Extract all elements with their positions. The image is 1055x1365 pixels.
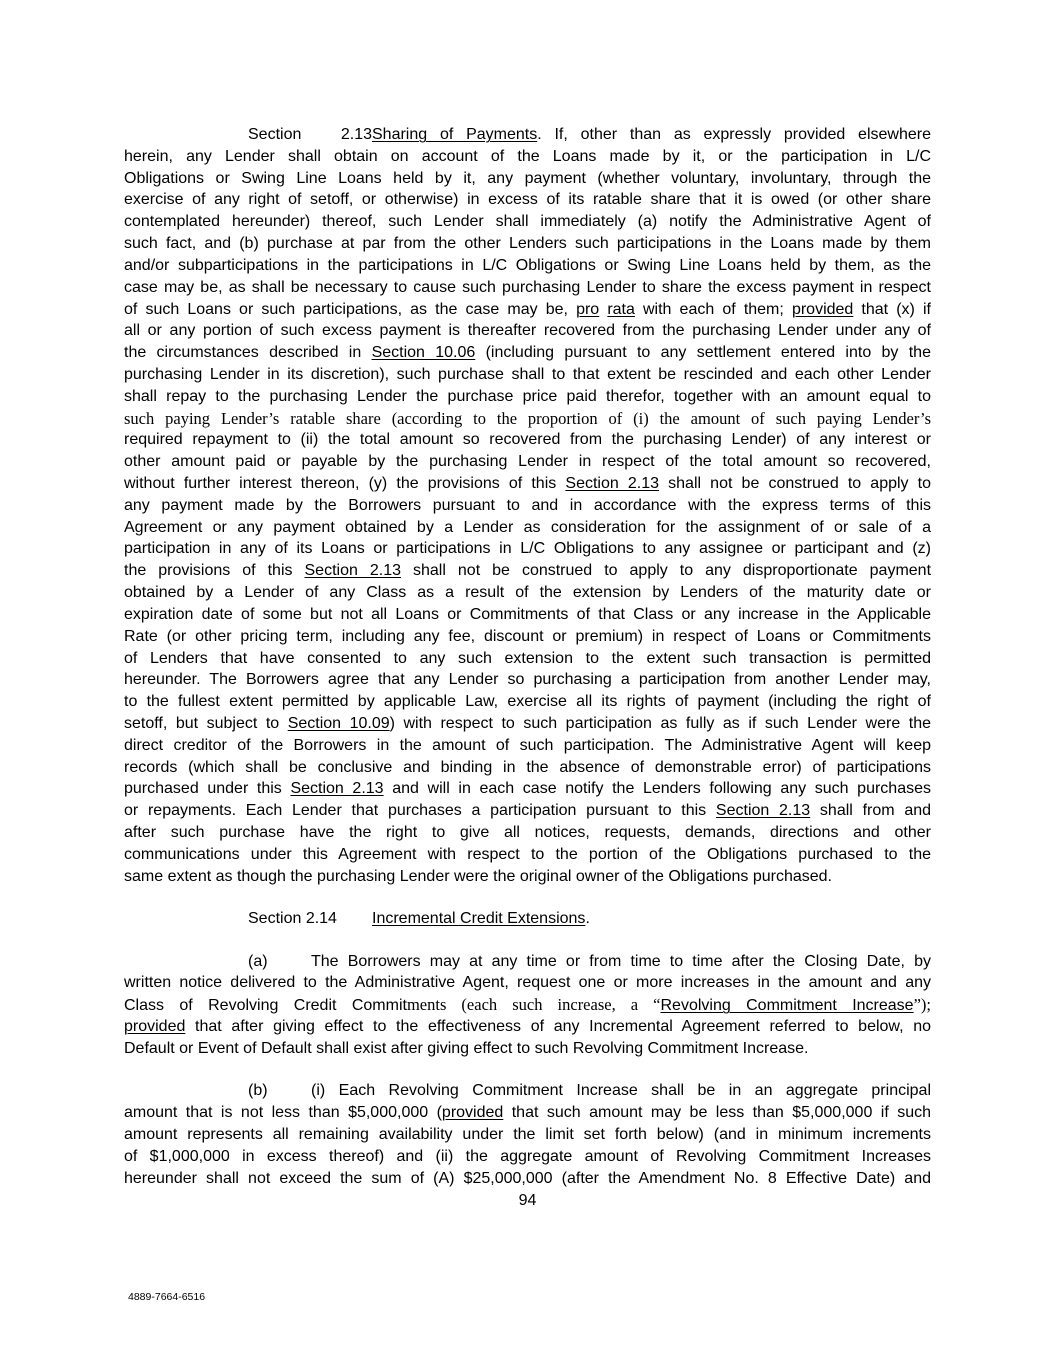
text-run: and/or subparticipations in the participations in L/C Obligations or Swing Line Loans held by them, as the [124, 256, 931, 274]
text-run: the provisions of this [124, 562, 305, 580]
text-line [124, 800, 931, 822]
text-run: participation in any of its Loans or participations in L/C Obligations to any assignee or participant and (z) [124, 540, 931, 558]
text-run: same extent as though the purchasing Lender were the original owner of the Obligations purchased. [124, 867, 832, 885]
underlined-term: provided [791, 300, 854, 318]
section-2-14-a-paragraph [124, 951, 931, 1060]
text-run: . [585, 910, 590, 928]
underlined-term: provided [124, 1018, 186, 1036]
text-line [124, 866, 931, 888]
text-line [124, 1016, 931, 1038]
text-run: purchased under this [124, 780, 291, 798]
text-run: such paying Lender’s ratable share (according to the proportion of (i) the amount of such paying Lender’s [124, 408, 931, 428]
text-run: to the fullest extent permitted by applicable Law, exercise all its rights of payment (including the right of [124, 693, 931, 711]
text-run: Class of Revolving Credit Commit [124, 997, 407, 1015]
underlined-term: Section 2.13 [715, 802, 811, 820]
text-run: without further interest thereon, (y) the provisions of this [124, 475, 566, 492]
text-run: other amount paid or payable by the purchasing Lender in respect of the total amount so recovered, [124, 453, 931, 471]
underlined-term: Revolving Commitment Increase [660, 997, 914, 1015]
underlined-term: Section 10.09 [287, 714, 390, 732]
text-line [124, 473, 931, 495]
text-line [124, 320, 931, 342]
text-run: obtained by a Lender of any Class as a result of the extension by Lenders of the maturity date or [124, 584, 931, 602]
text-line [124, 822, 931, 844]
underlined-term: Sharing of Payments [372, 126, 538, 143]
text-run: shall repay to the purchasing Lender the purchase price paid therefor, together with an amount equal to [124, 387, 931, 405]
text-line [124, 994, 931, 1016]
text-run: any payment made by the Borrowers pursuant to and in accordance with the express terms of this [124, 496, 931, 514]
text-run: required repayment to (ii) the total amount so recovered from the purchasing Lender) of any interest or [124, 431, 931, 449]
text-line [124, 538, 931, 560]
text-run: such fact, and (b) purchase at par from the other Lenders such participations in the Loans made by them [124, 235, 931, 253]
text-run: purchasing Lender in its discretion), such purchase shall to that extent be rescinded and each other Lender [124, 365, 931, 383]
text-line [124, 364, 931, 386]
text-line [124, 342, 931, 364]
text-run: . If, other than as expressly provided elsewhere [537, 126, 931, 143]
text-run: The Borrowers may at any time or from time to time after the Closing Date, by [311, 952, 931, 970]
text-line [124, 146, 931, 168]
text-run: ) with respect to such participation as fully as if such Lender were the [389, 714, 931, 732]
text-line [124, 648, 931, 670]
text-line [124, 972, 931, 994]
text-line [124, 124, 931, 146]
text-line [124, 844, 931, 866]
text-line [124, 495, 931, 517]
text-run: amount that is not less than $5,000,000 ( [124, 1104, 442, 1122]
text-run: that after giving effect to the effectiveness of any Incremental Agreement referred to below, no [185, 1018, 931, 1036]
text-run: Obligations or Swing Line Loans held by it, any payment (whether voluntary, involuntary, through the [124, 169, 931, 187]
text-run: contemplated hereunder) thereof, such Lender shall immediately (a) notify the Administrative Agent of [124, 213, 931, 231]
text-run: of such Loans or such participations, as the case may be, [124, 300, 577, 318]
clause-label: (a) [248, 952, 268, 970]
text-line [124, 626, 931, 648]
text-run: ments (each such increase, a “ [406, 995, 661, 1015]
text-run: Rate (or other pricing term, including any fee, discount or premium) in respect of Loans or Commitments [124, 627, 931, 645]
underlined-term: Section 2.13 [290, 780, 384, 798]
text-line [124, 299, 931, 321]
page-number: 94 [518, 1192, 537, 1209]
text-run: Default or Event of Default shall exist after giving effect to such Revolving Commitment Increase. [124, 1039, 809, 1057]
text-run: hereunder. The Borrowers agree that any Lender so purchasing a participation from another Lender may, [124, 671, 931, 689]
text-run: that such amount may be less than $5,000,000 if such [503, 1104, 932, 1122]
text-line [124, 233, 931, 255]
underlined-term: Incremental Credit Extensions [372, 910, 586, 928]
text-line [124, 951, 931, 973]
text-line [124, 1124, 931, 1146]
text-run: Agreement or any payment obtained by a Lender as consideration for the assignment of or sale of a [124, 518, 931, 536]
text-run: of Lenders that have consented to any such extension to the extent such transaction is permitted [124, 649, 931, 667]
text-run: exercise of any right of setoff, or otherwise) in excess of its ratable share that it is owed (or other share [124, 191, 931, 209]
text-run: of $1,000,000 in excess thereof) and (ii) the aggregate amount of Revolving Commitment Increases [124, 1147, 931, 1165]
text-run: (i) Each Revolving Commitment Increase shall be in an aggregate principal [311, 1082, 931, 1100]
underlined-term: provided [441, 1104, 504, 1122]
section-2-14-b-paragraph [124, 1080, 931, 1189]
section-2-13-paragraph [124, 124, 931, 887]
text-line [124, 1168, 931, 1190]
text-line [124, 277, 931, 299]
text-run: that (x) if [853, 300, 931, 318]
text-run: all or any portion of such excess payment is thereafter recovered from the purchasing Lender under any of [124, 322, 931, 340]
text-line [124, 1038, 931, 1060]
text-run: shall not be construed to apply to [659, 475, 932, 492]
text-line [124, 604, 931, 626]
text-line [124, 757, 931, 779]
underlined-term: pro [576, 300, 600, 318]
text-line [124, 582, 931, 604]
text-line [124, 168, 931, 190]
document-id: 4889-7664-6516 [128, 1291, 206, 1303]
text-line [124, 408, 931, 430]
text-line [124, 713, 931, 735]
text-run: written notice delivered to the Administrative Agent, request one or more increases in the amount and any [124, 974, 931, 992]
text-run: hereunder shall not exceed the sum of (A) $25,000,000 (after the Amendment No. 8 Effective Date) and [124, 1169, 931, 1187]
text-run: communications under this Agreement with respect to the portion of the Obligations purchased to the [124, 845, 931, 863]
text-run: herein, any Lender shall obtain on account of the Loans made by it, or the participation in L/C [124, 147, 931, 165]
text-line [124, 908, 931, 930]
text-run: direct creditor of the Borrowers in the amount of such participation. The Administrative Agent will keep [124, 736, 931, 754]
underlined-term: rata [607, 300, 635, 318]
text-line [124, 560, 931, 582]
text-line [124, 386, 931, 408]
underlined-term: Section 10.06 [371, 344, 476, 362]
text-run: shall not be construed to apply to any disproportionate payment [401, 562, 932, 580]
text-run: expiration date of some but not all Loans or Commitments of that Class or any increase in the Applicable [124, 605, 931, 623]
text-line [124, 429, 931, 451]
text-run: the circumstances described in [124, 344, 372, 362]
section-number: Section 2.14 [248, 910, 337, 928]
section-2-14-heading [124, 908, 931, 930]
text-run: amount represents all remaining availability under the limit set forth below) (and in minimum increments [124, 1126, 931, 1143]
text-line [124, 189, 931, 211]
text-line [124, 517, 931, 539]
text-run: setoff, but subject to [124, 714, 288, 732]
text-line [124, 778, 931, 800]
text-line [124, 1080, 931, 1102]
text-line [124, 691, 931, 713]
text-run: shall from and [810, 802, 932, 820]
text-line [124, 1102, 931, 1124]
text-run: records (which shall be conclusive and binding in the absence of demonstrable error) of participations [124, 758, 931, 776]
text-run: ”); [913, 995, 931, 1015]
text-line [124, 211, 931, 233]
text-run: case may be, as shall be necessary to cause such purchasing Lender to share the excess payment in respect [124, 278, 931, 296]
text-line [124, 735, 931, 757]
document-body [124, 124, 931, 1189]
underlined-term: Section 2.13 [304, 562, 402, 580]
clause-label: (b) [248, 1082, 268, 1100]
underlined-term: Section 2.13 [565, 475, 660, 492]
text-line [124, 255, 931, 277]
text-run: and will in each case notify the Lenders following any such purchases [383, 780, 931, 798]
text-line [124, 451, 931, 473]
text-line [124, 1146, 931, 1168]
text-line [124, 669, 931, 691]
text-run: (including pursuant to any settlement entered into by the [475, 344, 931, 362]
text-run: or repayments. Each Lender that purchases a participation pursuant to this [124, 802, 716, 820]
section-number: Section 2.13 [248, 126, 372, 143]
text-run: after such purchase have the right to give all notices, requests, demands, directions and other [124, 824, 931, 841]
text-run: with each of them; [634, 300, 792, 318]
